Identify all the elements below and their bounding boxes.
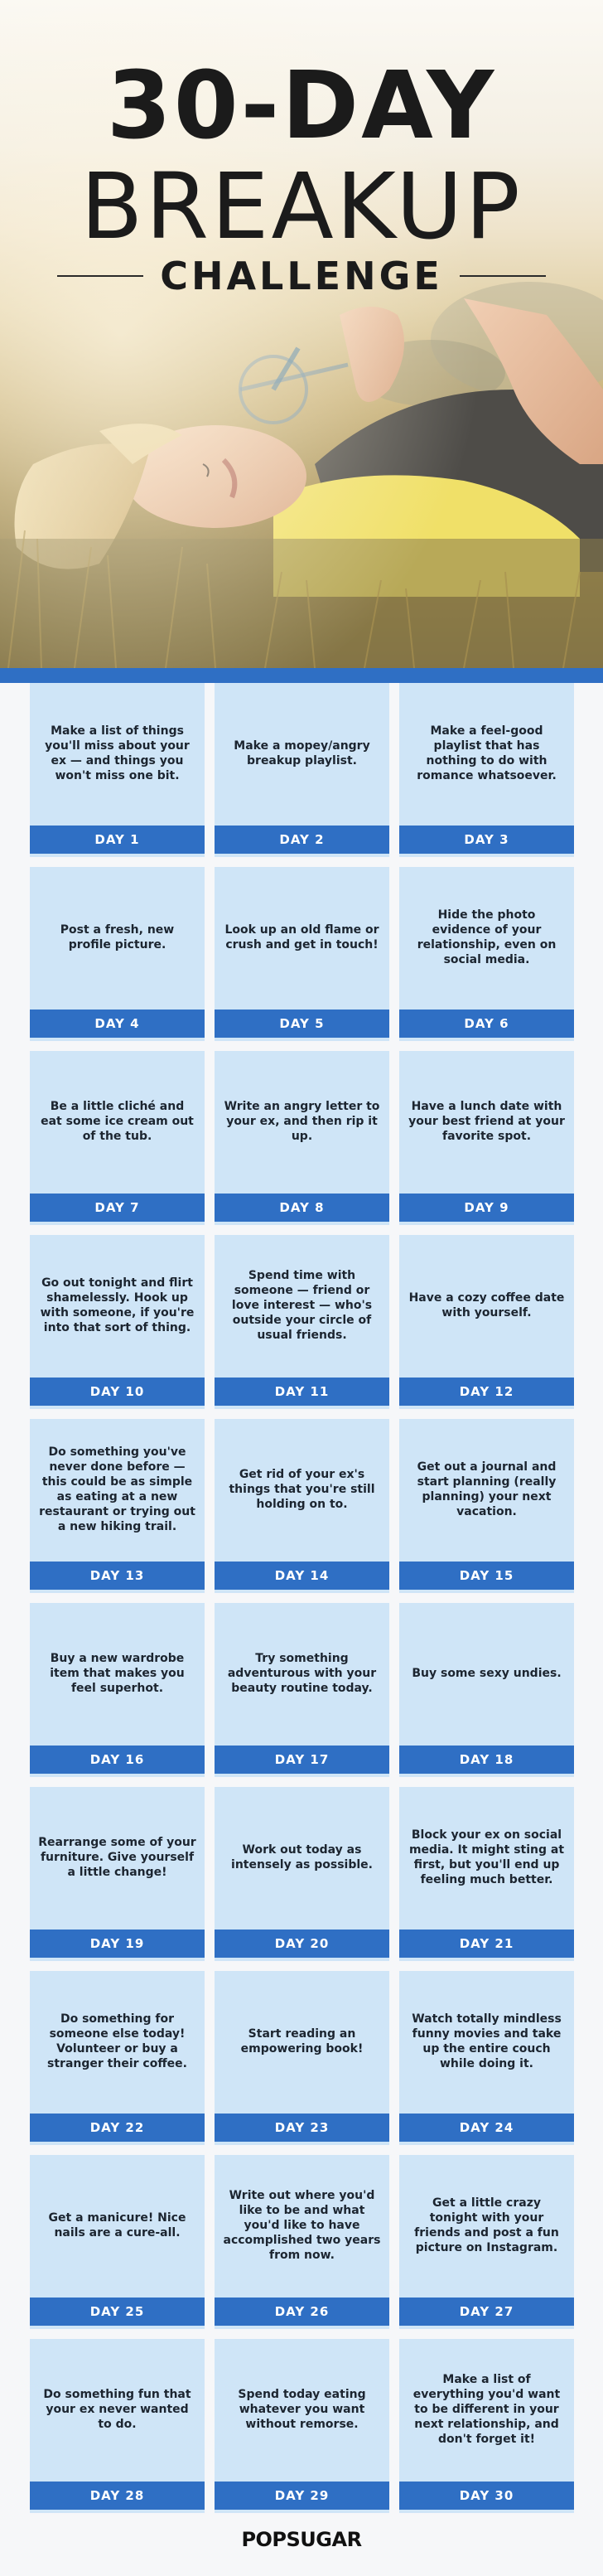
challenge-text: Get out a journal and start planning (really planning) your next vacation. [417,1460,557,1518]
challenge-text: Do something you've never done before — this could be as simple as eating at a new restaurant or trying out a new hiking trail. [39,1445,195,1533]
challenge-card [215,1051,389,1225]
challenge-text: Buy some sexy undies. [412,1667,562,1680]
day-label: DAY 26 [215,2298,389,2326]
day-label: DAY 28 [30,2482,205,2510]
challenge-text: Hide the photo evidence of your relationship, even on social media. [417,908,557,966]
challenge-text: Post a fresh, new profile picture. [60,923,175,951]
day-label: DAY 10 [30,1378,205,1406]
challenge-text: Work out today as intensely as possible. [231,1843,373,1871]
day-label: DAY 29 [215,2482,389,2510]
challenge-card [30,683,205,857]
challenge-card [215,1603,389,1777]
challenge-card [399,1051,574,1225]
day-label: DAY 16 [30,1746,205,1774]
day-label: DAY 24 [399,2114,574,2142]
day-label: DAY 17 [215,1746,389,1774]
challenge-card [30,1235,205,1409]
challenge-card [215,1419,389,1593]
day-label: DAY 25 [30,2298,205,2326]
challenge-card [399,1971,574,2145]
challenge-card [215,1235,389,1409]
challenge-card [399,1235,574,1409]
challenge-card [399,683,574,857]
challenge-card [30,867,205,1041]
hero-divider-stripe [0,668,603,683]
day-label: DAY 3 [399,826,574,854]
challenge-text: Make a list of things you'll miss about your ex — and things you won't miss one bit. [45,724,190,782]
challenge-text: Spend today eating whatever you want without remorse. [238,2388,366,2431]
challenge-card [399,2339,574,2513]
challenge-card [399,2155,574,2329]
challenge-text: Get rid of your ex's things that you're still holding on to. [229,1468,375,1511]
challenge-card [215,683,389,857]
challenge-card [30,1419,205,1593]
challenge-text: Get a little crazy tonight with your friends and post a fun picture on Instagram. [414,2196,559,2254]
challenge-card [30,2155,205,2329]
challenge-text: Buy a new wardrobe item that makes you feel superhot. [50,1652,185,1695]
challenge-card [30,1787,205,1961]
challenge-card [399,1603,574,1777]
day-label: DAY 22 [30,2114,205,2142]
challenge-card [215,867,389,1041]
day-label: DAY 8 [215,1194,389,1222]
challenge-text: Look up an old flame or crush and get in touch! [224,923,379,951]
challenge-text: Make a list of everything you'd want to be different in your next relationship, and don't forget it! [412,2373,561,2446]
day-label: DAY 20 [215,1930,389,1958]
challenge-text: Write an angry letter to your ex, and then rip it up. [224,1100,380,1143]
popsugar-logo: POPSUGAR [241,2528,362,2551]
day-label: DAY 30 [399,2482,574,2510]
challenge-text: Rearrange some of your furniture. Give yourself a little change! [38,1836,196,1879]
day-label: DAY 5 [215,1010,389,1038]
challenge-text: Go out tonight and flirt shamelessly. Hook up with someone, if you're into that sort of thing. [40,1276,195,1334]
challenge-text: Get a manicure! Nice nails are a cure-all. [48,2211,186,2239]
day-label: DAY 4 [30,1010,205,1038]
challenge-text: Have a cozy coffee date with yourself. [408,1291,565,1319]
challenge-text: Make a feel-good playlist that has nothing to do with romance whatsoever. [417,724,557,782]
challenge-card [215,2155,389,2329]
title-30-day: 30-DAY [106,52,497,160]
title-challenge-row [0,253,603,299]
challenge-text: Try something adventurous with your beauty routine today. [227,1652,377,1695]
day-label: DAY 19 [30,1930,205,1958]
title-challenge: CHALLENGE [160,254,443,298]
day-label: DAY 2 [215,826,389,854]
challenge-text: Spend time with someone — friend or love interest — who's outside your circle of usual friends. [231,1269,373,1342]
challenge-text: Have a lunch date with your best friend at your favorite spot. [408,1100,565,1143]
day-label: DAY 11 [215,1378,389,1406]
challenge-text: Start reading an empowering book! [240,2027,364,2055]
day-label: DAY 15 [399,1562,574,1590]
title-rule-right [460,275,546,277]
challenge-text: Block your ex on social media. It might sting at first, but you'll end up feeling much better. [408,1828,565,1886]
challenge-card [215,1971,389,2145]
challenge-text: Do something fun that your ex never wanted to do. [43,2388,191,2431]
day-label: DAY 13 [30,1562,205,1590]
day-label: DAY 7 [30,1194,205,1222]
challenge-text: Do something for someone else today! Volunteer or buy a stranger their coffee. [47,2012,187,2070]
title-breakup: BREAKUP [80,153,523,259]
challenge-card [30,1603,205,1777]
day-label: DAY 1 [30,826,205,854]
day-label: DAY 12 [399,1378,574,1406]
challenge-text: Write out where you'd like to be and what you'd like to have accomplished two years from now. [223,2189,381,2262]
day-label: DAY 14 [215,1562,389,1590]
day-label: DAY 6 [399,1010,574,1038]
challenge-card [399,1787,574,1961]
hero-banner [0,0,603,668]
challenge-card [399,867,574,1041]
day-label: DAY 27 [399,2298,574,2326]
challenge-card [215,1787,389,1961]
challenge-card [30,2339,205,2513]
day-label: DAY 9 [399,1194,574,1222]
challenge-card [399,1419,574,1593]
challenge-text: Make a mopey/angry breakup playlist. [234,739,370,767]
day-label: DAY 18 [399,1746,574,1774]
challenge-card [215,2339,389,2513]
day-label: DAY 23 [215,2114,389,2142]
challenge-text: Watch totally mindless funny movies and take up the entire couch while doing it. [412,2012,562,2070]
day-label: DAY 21 [399,1930,574,1958]
challenge-text: Be a little cliché and eat some ice cream out of the tub. [41,1100,194,1143]
challenge-card [30,1051,205,1225]
challenge-card [30,1971,205,2145]
title-rule-left [57,275,143,277]
